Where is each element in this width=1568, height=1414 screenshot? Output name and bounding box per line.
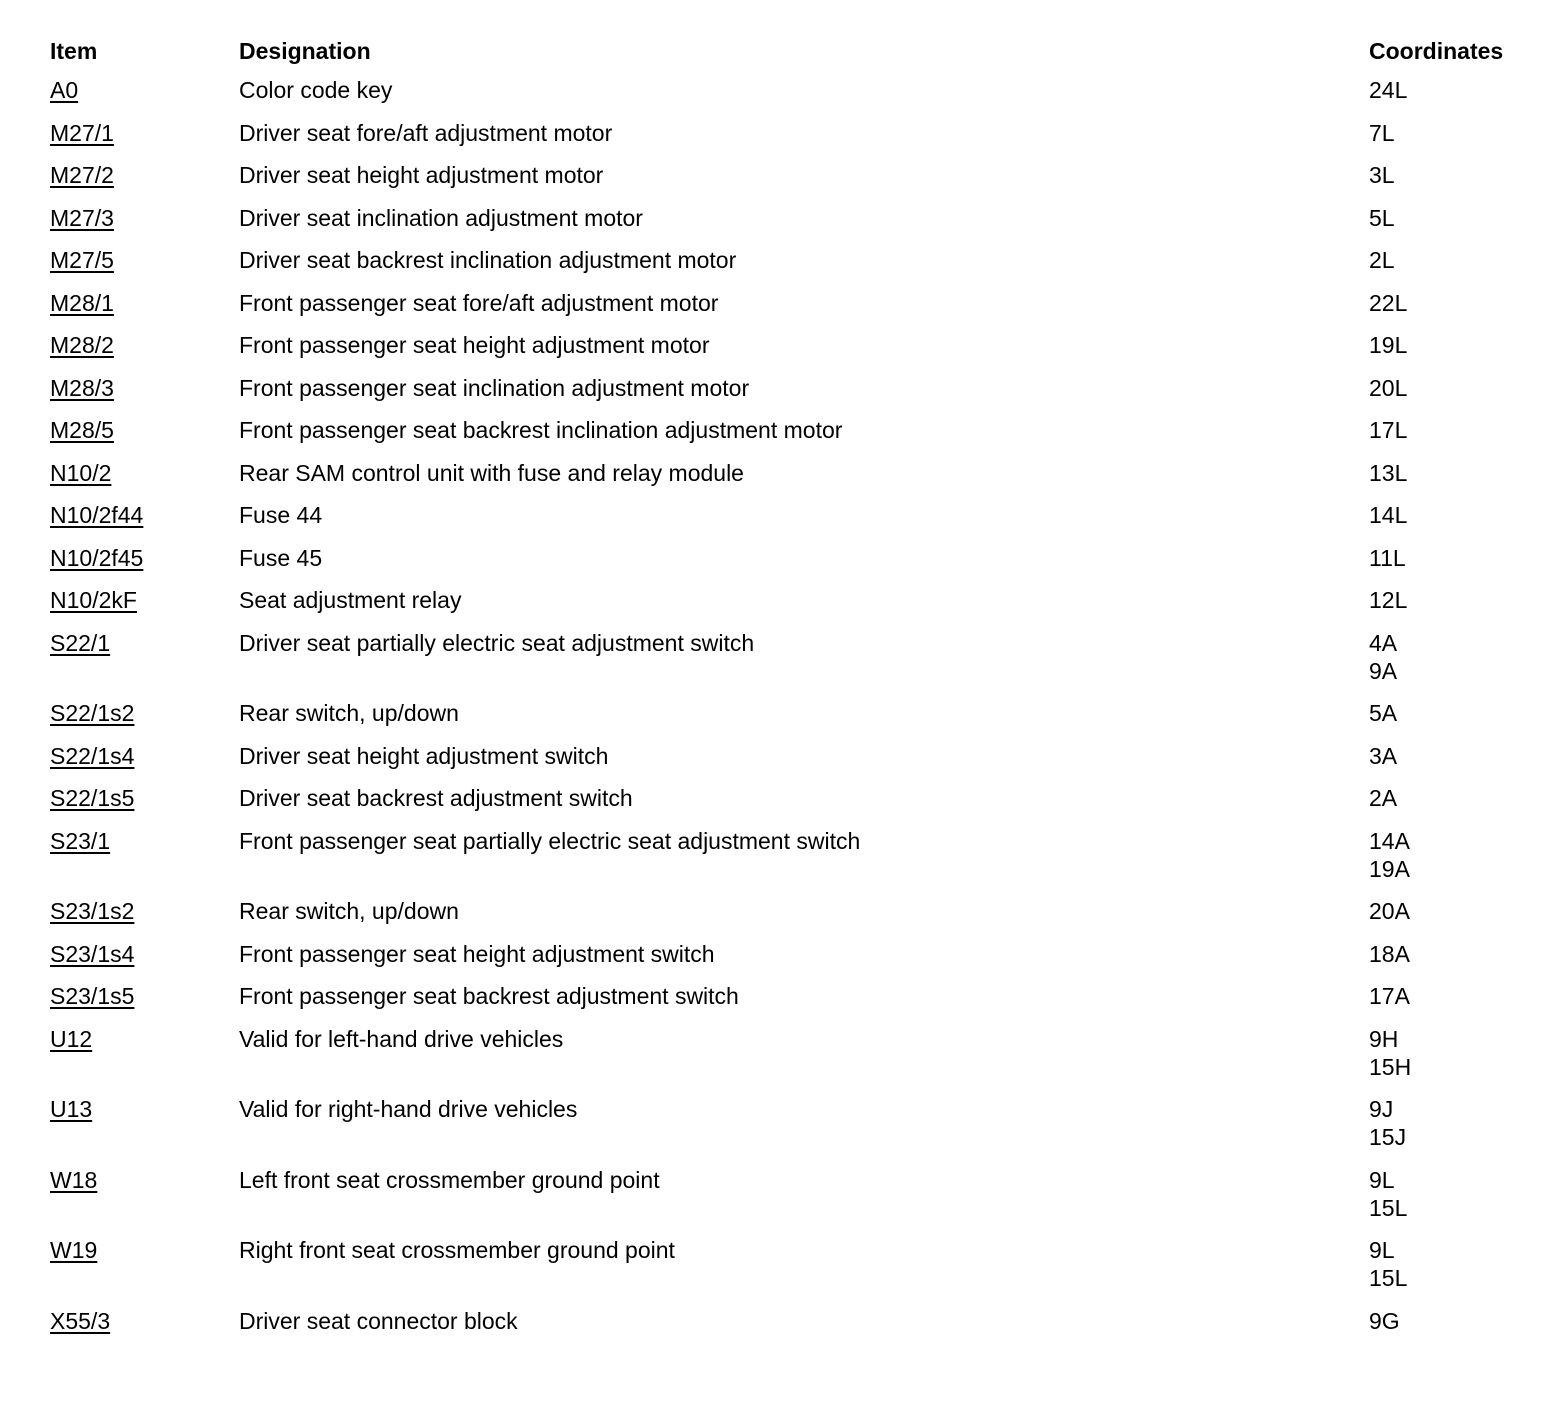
item-cell <box>50 246 239 274</box>
designation-cell: Left front seat crossmember ground point <box>239 1166 660 1193</box>
coordinates-cell <box>1369 501 1540 529</box>
coordinates-cell <box>1369 1095 1540 1151</box>
designation-cell: Front passenger seat inclination adjustment motor <box>239 374 750 401</box>
table-row <box>50 940 1540 968</box>
item-link[interactable]: N10/2 <box>50 459 112 486</box>
coordinate-value: 3A <box>1369 742 1398 769</box>
coordinates-cell <box>1369 544 1540 572</box>
coordinates-cell <box>1369 940 1540 968</box>
item-link[interactable]: S23/1 <box>50 827 111 854</box>
designation-cell: Driver seat inclination adjustment motor <box>239 204 643 231</box>
item-link[interactable]: M27/5 <box>50 247 114 273</box>
item-cell <box>50 501 239 529</box>
item-link[interactable]: S22/1s2 <box>50 700 135 726</box>
designation-cell: Driver seat backrest inclination adjustment motor <box>239 247 737 273</box>
table-row <box>50 501 1540 529</box>
item-link[interactable]: U13 <box>50 1096 93 1122</box>
table-row <box>50 699 1540 727</box>
item-column-header: Item <box>50 38 98 64</box>
item-cell <box>50 940 239 968</box>
coordinate-value: 4A <box>1369 629 1398 656</box>
coordinate-value: 17A <box>1369 983 1410 1009</box>
item-cell <box>50 742 239 770</box>
designation-cell: Front passenger seat backrest inclination adjustment motor <box>239 417 843 443</box>
table-row <box>50 331 1540 359</box>
table-row <box>50 1307 1540 1335</box>
item-cell <box>50 586 239 614</box>
item-link[interactable]: S22/1s4 <box>50 742 135 769</box>
coordinates-cell <box>1369 784 1540 812</box>
coordinates-cell <box>1369 629 1540 685</box>
coordinates-cell <box>1369 699 1540 727</box>
item-link[interactable]: M28/2 <box>50 332 114 358</box>
item-link[interactable]: U12 <box>50 1025 93 1052</box>
designation-cell: Driver seat height adjustment motor <box>239 162 604 188</box>
designation-cell: Driver seat partially electric seat adjustment switch <box>239 629 755 656</box>
item-link[interactable]: S23/1s2 <box>50 898 135 924</box>
coordinate-value: 15L <box>1369 1265 1408 1291</box>
item-cell <box>50 699 239 727</box>
item-cell <box>50 982 239 1010</box>
item-cell <box>50 827 239 855</box>
coordinates-cell <box>1369 897 1540 925</box>
designation-cell: Seat adjustment relay <box>239 587 462 613</box>
coordinate-value: 15H <box>1369 1053 1412 1080</box>
coordinate-value: 9A <box>1369 657 1398 684</box>
designation-column-header: Designation <box>239 38 371 64</box>
table-row <box>50 629 1540 685</box>
coordinate-value: 7L <box>1369 119 1395 146</box>
designation-cell: Front passenger seat height adjustment switch <box>239 940 715 967</box>
coordinates-cell <box>1369 827 1540 883</box>
item-cell <box>50 629 239 657</box>
designation-cell: Rear switch, up/down <box>239 898 459 924</box>
component-legend-table <box>50 34 1540 1349</box>
table-row <box>50 982 1540 1010</box>
coordinates-cell <box>1369 416 1540 444</box>
item-link[interactable]: W19 <box>50 1237 98 1263</box>
table-row <box>50 161 1540 189</box>
coordinate-value: 15J <box>1369 1124 1407 1150</box>
item-cell <box>50 897 239 925</box>
item-cell <box>50 544 239 572</box>
item-cell <box>50 416 239 444</box>
item-cell <box>50 374 239 402</box>
item-link[interactable]: M27/2 <box>50 162 114 188</box>
coordinate-value: 17L <box>1369 417 1408 443</box>
designation-cell: Front passenger seat fore/aft adjustment motor <box>239 289 719 316</box>
coordinate-value: 9H <box>1369 1025 1399 1052</box>
coordinate-value: 11L <box>1369 544 1406 571</box>
coordinates-cell <box>1369 1307 1540 1335</box>
table-row <box>50 119 1540 147</box>
coordinates-cell <box>1369 459 1540 487</box>
item-cell <box>50 161 239 189</box>
table-row <box>50 1236 1540 1292</box>
item-cell <box>50 459 239 487</box>
designation-cell: Front passenger seat partially electric seat adjustment switch <box>239 827 861 854</box>
coordinate-value: 20L <box>1369 374 1408 401</box>
coordinates-cell <box>1369 204 1540 232</box>
item-link[interactable]: A0 <box>50 77 79 103</box>
coordinate-value: 15L <box>1369 1194 1408 1221</box>
designation-cell: Fuse 44 <box>239 502 323 528</box>
table-row <box>50 1095 1540 1151</box>
coordinate-value: 22L <box>1369 289 1408 316</box>
item-cell <box>50 1166 239 1194</box>
coordinate-value: 20A <box>1369 898 1410 924</box>
item-cell <box>50 119 239 147</box>
designation-cell: Valid for right-hand drive vehicles <box>239 1096 578 1122</box>
coordinate-value: 2A <box>1369 785 1398 811</box>
item-link[interactable]: N10/2f44 <box>50 502 144 528</box>
coordinates-cell <box>1369 119 1540 147</box>
coordinate-value: 24L <box>1369 77 1408 103</box>
designation-cell: Driver seat backrest adjustment switch <box>239 785 633 811</box>
table-row <box>50 374 1540 402</box>
item-link[interactable]: S22/1 <box>50 629 111 656</box>
designation-cell: Driver seat fore/aft adjustment motor <box>239 119 613 146</box>
table-row <box>50 827 1540 883</box>
designation-cell: Fuse 45 <box>239 544 323 571</box>
table-row <box>50 289 1540 317</box>
designation-cell: Driver seat connector block <box>239 1307 518 1334</box>
item-cell <box>50 1025 239 1053</box>
item-cell <box>50 76 239 104</box>
item-link[interactable]: S23/1s4 <box>50 940 135 967</box>
item-link[interactable]: N10/2f45 <box>50 544 144 571</box>
coordinate-value: 2L <box>1369 247 1395 273</box>
table-row <box>50 784 1540 812</box>
item-link[interactable]: W18 <box>50 1166 98 1193</box>
item-link[interactable]: M28/1 <box>50 289 114 316</box>
designation-cell: Rear switch, up/down <box>239 700 459 726</box>
coordinates-cell <box>1369 246 1540 274</box>
designation-cell: Valid for left-hand drive vehicles <box>239 1025 564 1052</box>
coordinate-value: 12L <box>1369 587 1408 613</box>
item-link[interactable]: M28/3 <box>50 374 114 401</box>
coordinates-cell <box>1369 1166 1540 1222</box>
designation-cell: Color code key <box>239 77 393 103</box>
designation-cell: Driver seat height adjustment switch <box>239 742 609 769</box>
table-row <box>50 586 1540 614</box>
table-row <box>50 544 1540 572</box>
table-row <box>50 204 1540 232</box>
table-row <box>50 1025 1540 1081</box>
item-cell <box>50 1307 239 1335</box>
item-link[interactable]: S23/1s5 <box>50 983 135 1009</box>
table-row <box>50 459 1540 487</box>
item-cell <box>50 289 239 317</box>
item-link[interactable]: S22/1s5 <box>50 785 135 811</box>
coordinates-cell <box>1369 331 1540 359</box>
item-cell <box>50 784 239 812</box>
designation-cell: Front passenger seat height adjustment motor <box>239 332 710 358</box>
table-row <box>50 1166 1540 1222</box>
coordinates-cell <box>1369 76 1540 104</box>
designation-cell: Right front seat crossmember ground point <box>239 1237 675 1263</box>
coordinates-cell <box>1369 1236 1540 1292</box>
item-cell <box>50 331 239 359</box>
designation-cell: Rear SAM control unit with fuse and relay module <box>239 459 744 486</box>
table-row <box>50 897 1540 925</box>
item-link[interactable]: N10/2kF <box>50 587 137 613</box>
item-cell <box>50 1095 239 1123</box>
table-row <box>50 742 1540 770</box>
coordinate-value: 14A <box>1369 827 1410 854</box>
coordinate-value: 19A <box>1369 855 1410 882</box>
coordinates-cell <box>1369 742 1540 770</box>
item-cell <box>50 204 239 232</box>
item-link[interactable]: M28/5 <box>50 417 114 443</box>
designation-cell: Front passenger seat backrest adjustment switch <box>239 983 739 1009</box>
item-link[interactable]: M27/3 <box>50 204 114 231</box>
coordinates-cell <box>1369 289 1540 317</box>
coordinate-value: 9L <box>1369 1166 1395 1193</box>
coordinate-value: 13L <box>1369 459 1408 486</box>
coordinate-value: 9G <box>1369 1307 1400 1334</box>
table-row <box>50 76 1540 104</box>
coordinate-value: 9L <box>1369 1237 1395 1263</box>
coordinate-value: 9J <box>1369 1096 1394 1122</box>
table-body <box>50 76 1540 1335</box>
coordinate-value: 5A <box>1369 700 1398 726</box>
coordinate-value: 3L <box>1369 162 1395 188</box>
item-link[interactable]: X55/3 <box>50 1307 111 1334</box>
coordinates-cell <box>1369 161 1540 189</box>
table-row <box>50 246 1540 274</box>
coordinates-column-header: Coordinates <box>1369 38 1504 64</box>
coordinates-cell <box>1369 982 1540 1010</box>
coordinate-value: 19L <box>1369 332 1408 358</box>
coordinate-value: 18A <box>1369 940 1410 967</box>
coordinate-value: 5L <box>1369 204 1395 231</box>
coordinates-cell <box>1369 586 1540 614</box>
table-header <box>50 34 1540 72</box>
coordinate-value: 14L <box>1369 502 1408 528</box>
table-row <box>50 416 1540 444</box>
coordinates-cell <box>1369 374 1540 402</box>
item-link[interactable]: M27/1 <box>50 119 114 146</box>
item-cell <box>50 1236 239 1264</box>
coordinates-cell <box>1369 1025 1540 1081</box>
